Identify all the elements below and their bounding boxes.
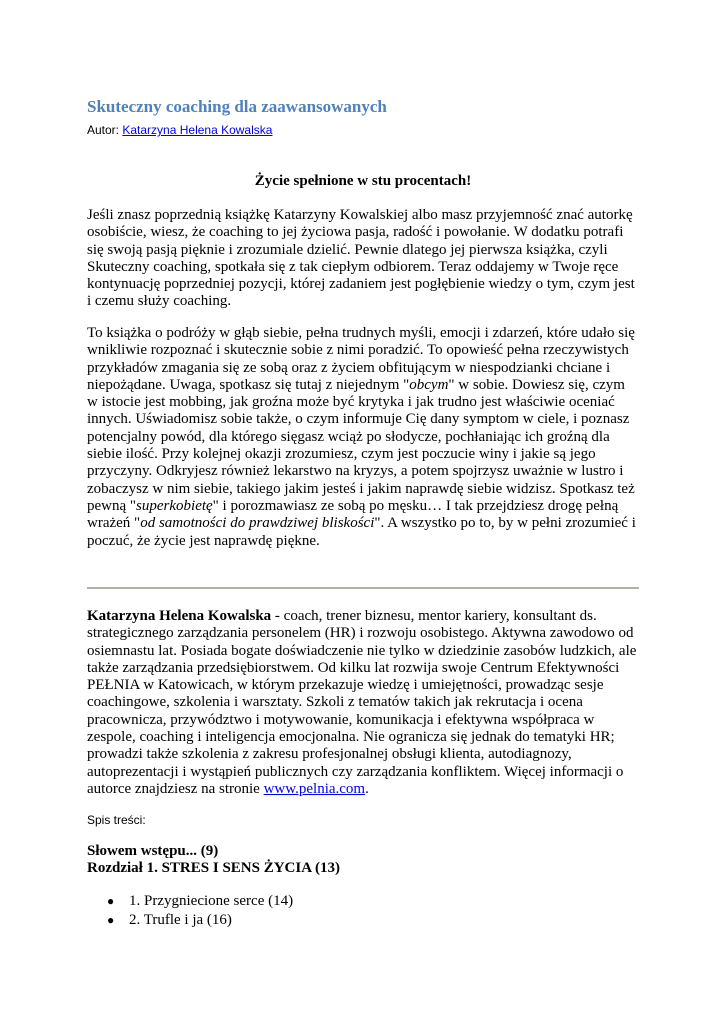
- author-link[interactable]: Katarzyna Helena Kowalska: [122, 123, 273, 137]
- author-line: [87, 123, 272, 137]
- toc-label: Spis treści:: [87, 813, 146, 827]
- bio-text: - coach, trener biznesu, mentor kariery, konsultant ds. strategicznego zarządzania personelem (HR) i rozwoju osobistego. Aktywna zawodowo od osiemnastu lat. Posiada bogate doświadczenie nie tylko w dziedzinie zasobów ludzkich, ale także zarządzania przedsiębiorstwem. Od kilku lat rozwija swoje Centrum Efektywności PEŁNIA w Katowicach, w którym przekazuje wiedzę i umiejętności, prowadząc sesje coachingowe, szkolenia i warsztaty. Szkoli z tematów takich jak rekrutacja i ocena pracownicza, przywództwo i motywowanie, komunikacja i efektywna współpraca w zespole, coaching i inteligencja emocjonalna. Nie ogranicza się jednak do tematyki HR; prowadzi także szkolenia z zakresu profesjonalnej obsługi klienta, autodiagnozy, autoprezentacji i wystąpień publicznych czy zarządzania konfliktem. Więcej informacji o autorce znajdziesz na stronie: [87, 608, 637, 797]
- author-label: Autor:: [87, 123, 123, 137]
- book-title: Skuteczny coaching dla zaawansowanych: [87, 97, 387, 116]
- p2-italic-samotnosc: od samotności do prawdziwej bliskości: [140, 515, 375, 532]
- p2-italic-superkobieta: superkobietę: [136, 497, 213, 514]
- toc-heading-chapter-1: Rozdział 1. STRES I SENS ŻYCIA (13): [87, 860, 340, 876]
- toc-heading-intro: Słowem wstępu... (9): [87, 843, 219, 859]
- author-bio: [87, 608, 639, 798]
- list-item: [87, 893, 293, 912]
- toc-item-label: 1. Przygniecione serce (14): [129, 893, 294, 909]
- description-subtitle: Życie spełnione w stu procentach!: [254, 173, 472, 189]
- website-link[interactable]: www.pelnia.com: [263, 780, 366, 797]
- bio-end: .: [365, 780, 369, 797]
- toc-item-label: 2. Trufle i ja (16): [129, 912, 232, 928]
- toc-list: [87, 893, 293, 931]
- p2-text-c: " i porozmawiasz ze sobą po męsku… I tak przejdziesz drogę pełną wrażeń ": [87, 497, 619, 532]
- description-paragraph-1: Jeśli znasz poprzednią książkę Katarzyny Kowalskiej albo masz przyjemność znać autorkę osobiście, wiesz, że coaching to jej życiowa pasja, radość i powołanie. W dodatku potrafi się swoją pasją pięknie i zrozumiale dzielić. Pewnie dlatego jej pierwsza książka, czyli Skuteczny coaching, spotkała się z tak ciepłym odbiorem. Teraz oddajemy w Twoje ręce kontynuację poprzedniej pozycji, której zadaniem jest pogłębienie wiedzy o tym, czym jest i czemu służy coaching.: [87, 207, 635, 310]
- p2-italic-obcym: obcym: [409, 376, 449, 393]
- description-paragraph-2: [87, 325, 639, 550]
- bullet-icon: ●: [107, 913, 115, 927]
- p2-text-b: " w sobie. Dowiesz się, czym w istocie jest mobbing, jak groźna może być krytyka i jak trudno jest właściwie oceniać innych. Uświadomisz sobie także, o czym informuje Cię dany symptom w ciele, i poznasz potencjalny powód, dla którego sięgasz wciąż po słodycze, pochłaniając ich groźną dla siebie ilość. Przy kolejnej okazji zrozumiesz, czym jest poczucie winy i jakie są jego przyczyny. Odkryjesz również lekarstwo na kryzys, a potem spojrzysz uważnie w lustro i zobaczysz w nim siebie, takiego jakim jesteś i jakim naprawdę siebie widzisz. Spotkasz też pewną ": [87, 376, 635, 514]
- section-divider: [87, 587, 639, 589]
- bio-author-name: Katarzyna Helena Kowalska: [87, 608, 272, 624]
- p2-text-a: To książka o podróży w głąb siebie, pełna trudnych myśli, emocji i zdarzeń, które udało się wnikliwie rozpoznać i skutecznie sobie z nimi poradzić. To opowieść pełna rzeczywistych przykładów zmagania się ze sobą oraz z życiem obfitującym w niespodzianki chciane i niepożądane. Uwaga, spotkasz się tutaj z niejednym ": [87, 325, 635, 393]
- list-item: [87, 912, 293, 931]
- bullet-icon: ●: [107, 894, 115, 908]
- p2-text-d: ". A wszystko po to, by w pełni zrozumieć i poczuć, że życie jest naprawdę piękne.: [87, 515, 636, 549]
